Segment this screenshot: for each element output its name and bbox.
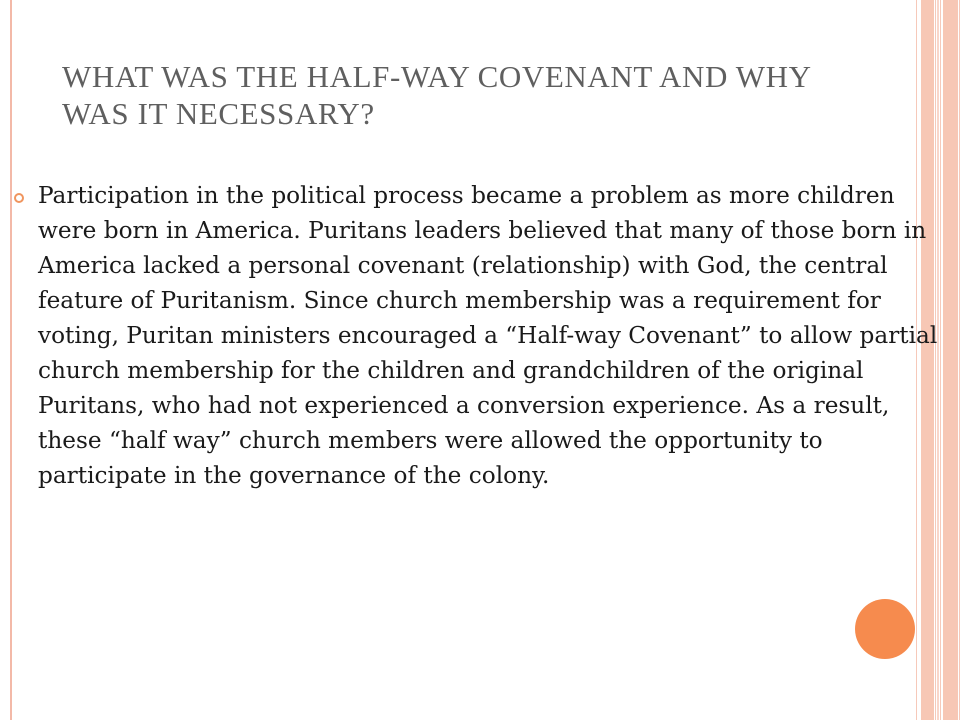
hollow-circle-bullet-icon <box>14 193 24 203</box>
orange-circle-decoration-icon <box>855 599 915 659</box>
bullet-text: Participation in the political process became a problem as more children were born in America. Puritans leaders believed that many of those born in America lacked a personal covenant (relationship) with God, the central feature of Puritanism. Since church membership was a requirement for voting, Puritan ministers encouraged a “Half-way Covenant” to allow partial church membership for the children and grandchildren of the original Puritans, who had not experienced a conversion experience. As a result, these “half way” church members were allowed the opportunity to participate in the governance of the colony. <box>38 182 938 489</box>
slide-title: WHAT WAS THE HALF-WAY COVENANT AND WHY WAS IT NECESSARY? <box>62 59 811 131</box>
left-border-line <box>10 0 12 720</box>
stripe <box>943 0 958 720</box>
